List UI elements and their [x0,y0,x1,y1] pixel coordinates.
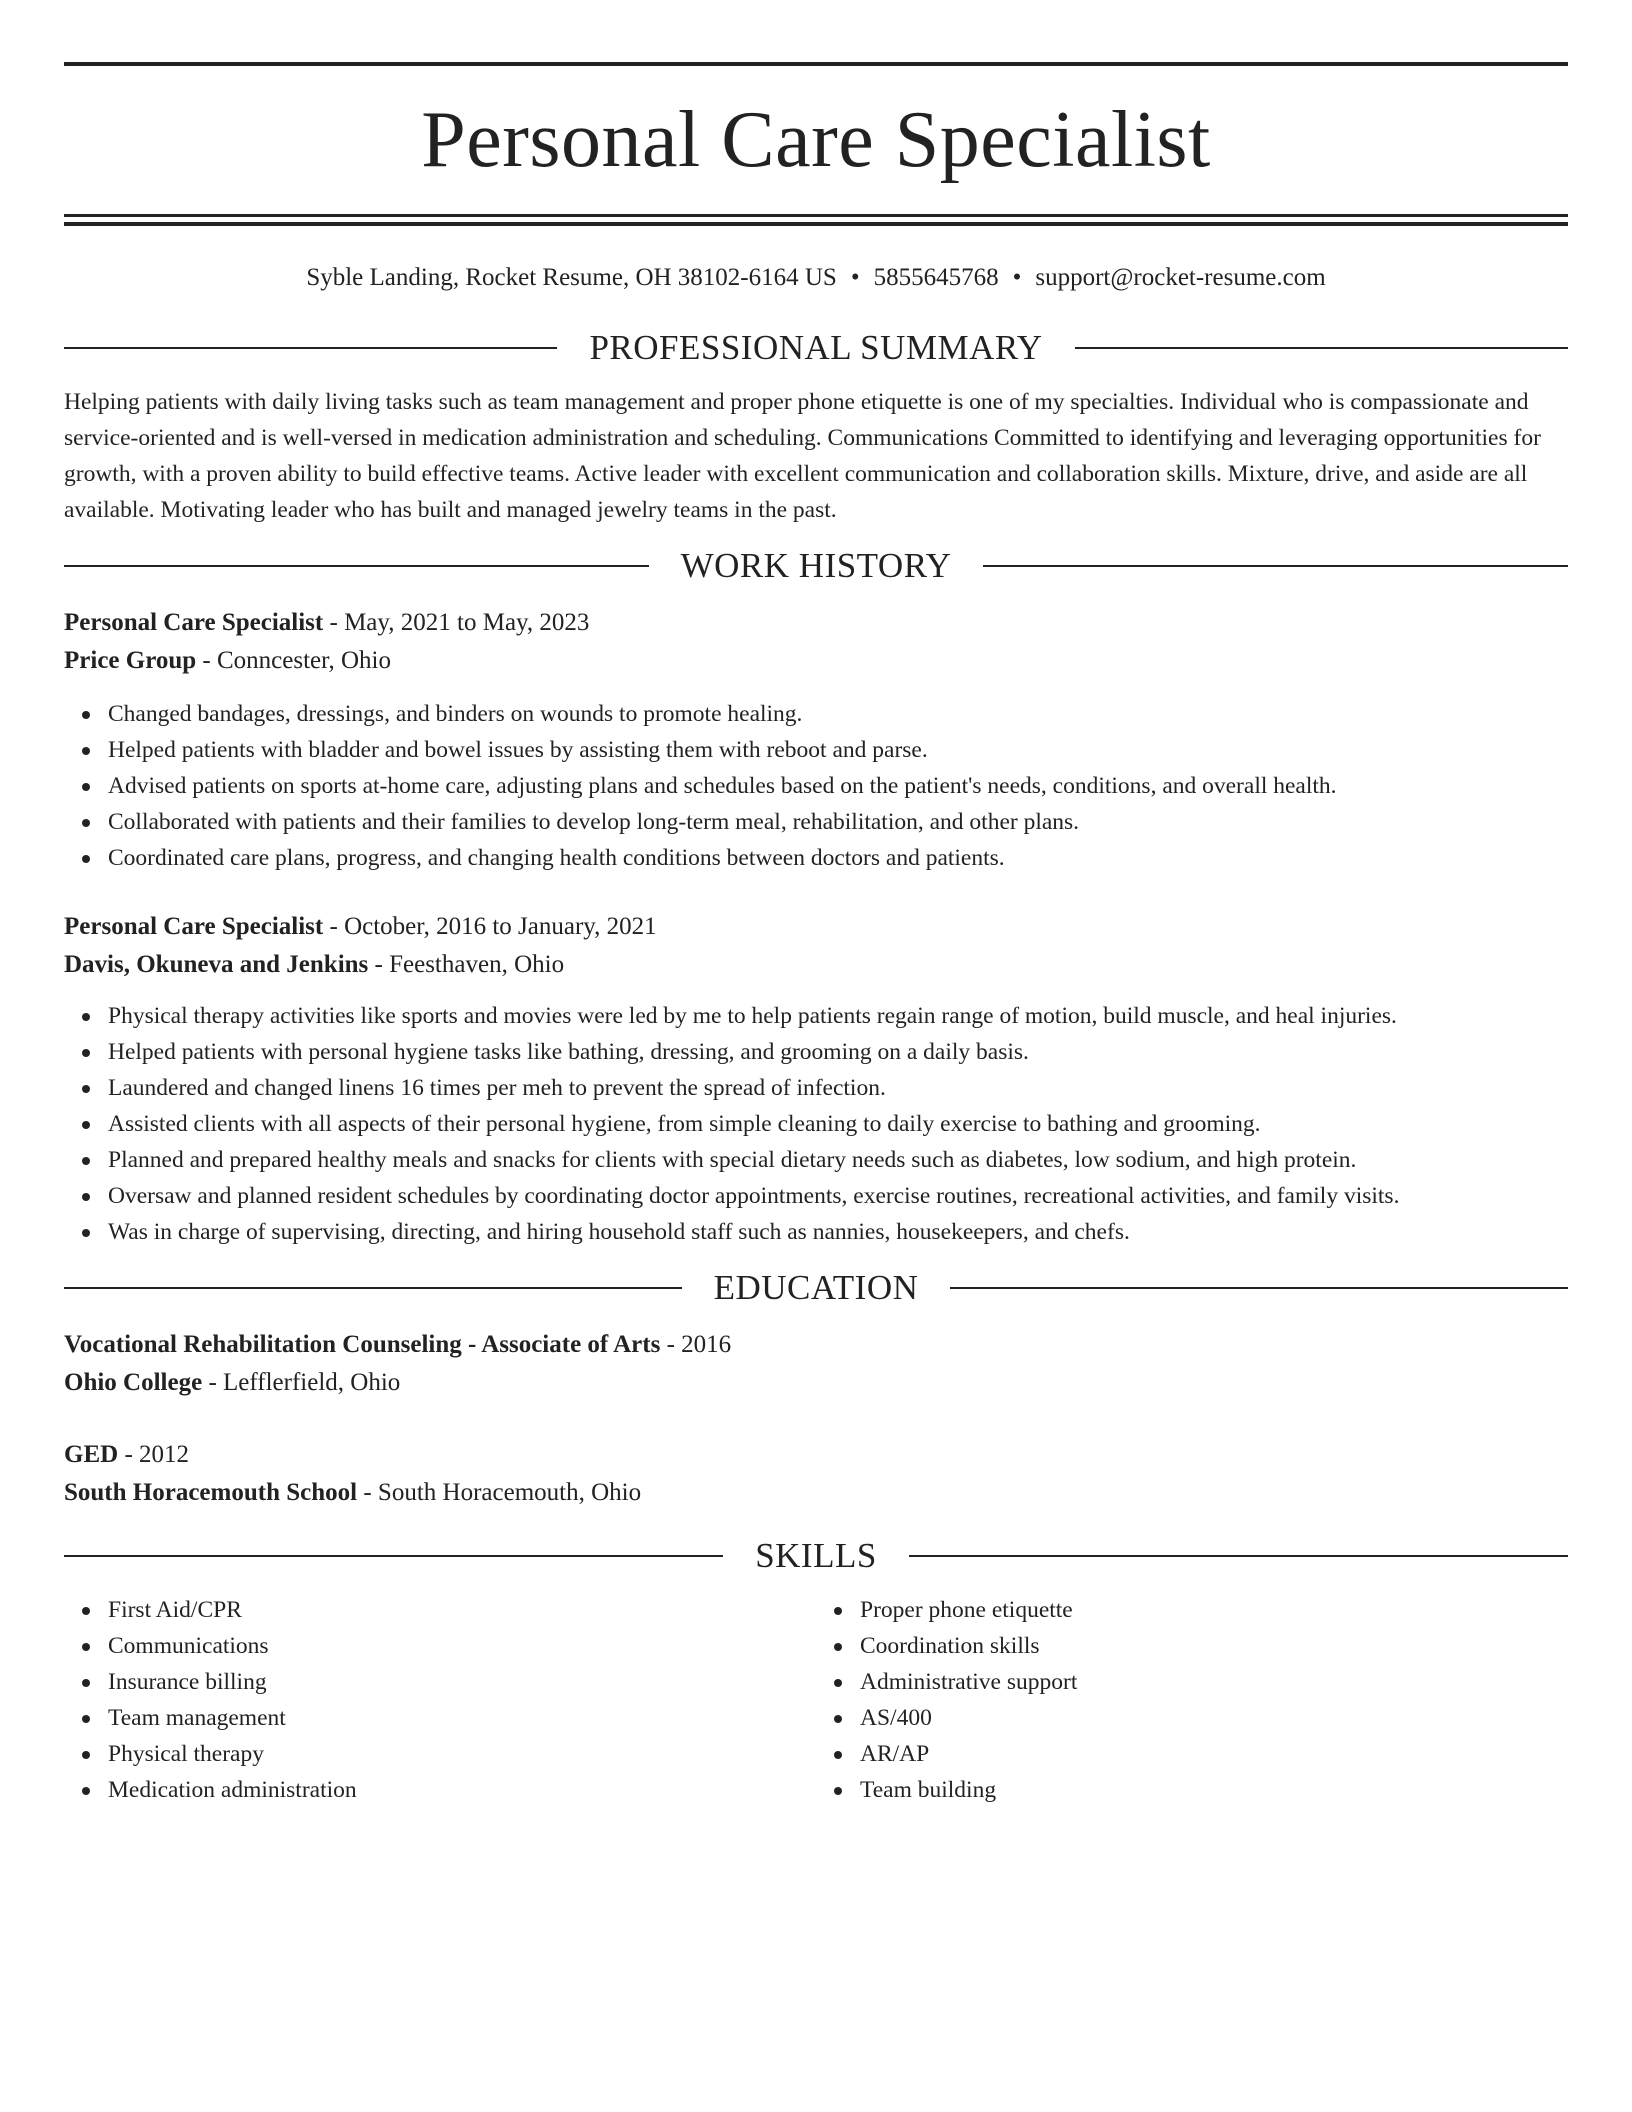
degree-line: GED - 2012 [64,1441,190,1468]
section-title: SKILLS [755,1536,877,1575]
divider [64,347,557,349]
degree: Vocational Rehabilitation Counseling - Associate of Arts [64,1331,661,1358]
section-title: EDUCATION [713,1268,919,1307]
divider [950,1287,1568,1289]
top-rule [64,62,1568,66]
list-item: Helped patients with bladder and bowel issues by assisting them with reboot and parse. [108,732,1568,768]
contact-email: support@rocket-resume.com [1035,264,1326,291]
skills-column-left [64,1592,816,1808]
summary-text: Helping patients with daily living tasks such as team management and proper phone etiquette is one of my specialties. Individual who is compassionate and service-oriented and is well-versed in medication administration and scheduling. Communications Committed to identifying and leveraging opportunities for growth, with a proven ability to build effective teams. Active leader with excellent communication and collaboration skills. Mixture, drive, and aside are all available. Motivating leader who has built and managed jewelry teams in the past. [64,389,1541,523]
list-item: Oversaw and planned resident schedules by coordinating doctor appointments, exercise routines, recreational activities, and family visits. [108,1178,1568,1214]
skill-item: Proper phone etiquette [860,1592,1568,1628]
school-location: South Horacemouth, Ohio [377,1479,642,1506]
job-dates: May, 2021 to May, 2023 [344,609,590,636]
job-location: Feesthaven, Ohio [389,951,565,978]
divider [64,1555,723,1557]
job-title-line: Personal Care Specialist - October, 2016 to January, 2021 [64,913,657,940]
education-entry [64,1436,1568,1512]
list-item: Was in charge of supervising, directing, and hiring household staff such as nannies, housekeepers, and chefs. [108,1214,1568,1250]
skill-item: Medication administration [108,1772,816,1808]
list-item: Helped patients with personal hygiene tasks like bathing, dressing, and grooming on a daily basis. [108,1034,1568,1070]
list-item: Physical therapy activities like sports and movies were led by me to help patients regain range of motion, build muscle, and heal injuries. [108,998,1568,1034]
degree-year: 2012 [139,1441,190,1468]
school-line: South Horacemouth School - South Horacemouth, Ohio [64,1479,642,1506]
job-title: Personal Care Specialist [64,913,324,940]
degree: GED [64,1441,119,1468]
job-company-line: Price Group - Conncester, Ohio [64,647,391,674]
list-item: Collaborated with patients and their families to develop long-term meal, rehabilitation, and other plans. [108,804,1568,840]
list-item: Changed bandages, dressings, and binders on wounds to promote healing. [108,696,1568,732]
degree-line: Vocational Rehabilitation Counseling - Associate of Arts - 2016 [64,1331,732,1358]
skill-item: Team management [108,1700,816,1736]
job-bullets [64,998,1568,1250]
list-item: Planned and prepared healthy meals and snacks for clients with special dietary needs such as diabetes, low sodium, and high protein. [108,1142,1568,1178]
skill-item: First Aid/CPR [108,1592,816,1628]
contact-phone: 5855645768 [873,264,999,291]
double-rule [64,214,1568,226]
job-entry [64,604,1568,876]
divider [983,565,1568,567]
separator-icon: • [1012,264,1022,291]
divider [64,565,649,567]
skill-item: Coordination skills [860,1628,1568,1664]
contact-line [64,260,1568,296]
summary-heading [64,326,1568,370]
work-history-heading [64,544,1568,588]
job-company: Davis, Okuneva and Jenkins [64,951,369,978]
divider [909,1555,1568,1557]
education-entry [64,1326,1568,1402]
degree-year: 2016 [681,1331,732,1358]
school: Ohio College [64,1369,203,1396]
school-location: Lefflerfield, Ohio [223,1369,401,1396]
school: South Horacemouth School [64,1479,358,1506]
skill-item: Administrative support [860,1664,1568,1700]
job-company-line: Davis, Okuneva and Jenkins - Feesthaven, Ohio [64,951,565,978]
resume-page [64,62,1568,1808]
job-entry [64,908,1568,1250]
list-item: Coordinated care plans, progress, and changing health conditions between doctors and patients. [108,840,1568,876]
contact-address: Syble Landing, Rocket Resume, OH 38102-6164 US [306,264,837,291]
divider [64,1287,682,1289]
job-title: Personal Care Specialist [64,609,324,636]
job-bullets [64,696,1568,876]
education-heading [64,1266,1568,1310]
section-title: PROFESSIONAL SUMMARY [589,328,1043,367]
skills-column-right [816,1592,1568,1808]
skill-item: Physical therapy [108,1736,816,1772]
skills-list [64,1592,1568,1808]
job-company: Price Group [64,647,197,674]
skill-item: AR/AP [860,1736,1568,1772]
separator-icon: • [850,264,860,291]
school-line: Ohio College - Lefflerfield, Ohio [64,1369,401,1396]
list-item: Advised patients on sports at-home care, adjusting plans and schedules based on the patient's needs, conditions, and overall health. [108,768,1568,804]
list-item: Laundered and changed linens 16 times per meh to prevent the spread of infection. [108,1070,1568,1106]
skill-item: AS/400 [860,1700,1568,1736]
job-dates: October, 2016 to January, 2021 [344,913,657,940]
resume-title: Personal Care Specialist [421,96,1211,184]
skill-item: Insurance billing [108,1664,816,1700]
skill-item: Team building [860,1772,1568,1808]
skill-item: Communications [108,1628,816,1664]
job-location: Conncester, Ohio [216,647,391,674]
list-item: Assisted clients with all aspects of their personal hygiene, from simple cleaning to daily exercise to bathing and grooming. [108,1106,1568,1142]
skills-heading [64,1534,1568,1578]
job-title-line: Personal Care Specialist - May, 2021 to May, 2023 [64,609,590,636]
section-title: WORK HISTORY [680,546,952,585]
divider [1075,347,1568,349]
